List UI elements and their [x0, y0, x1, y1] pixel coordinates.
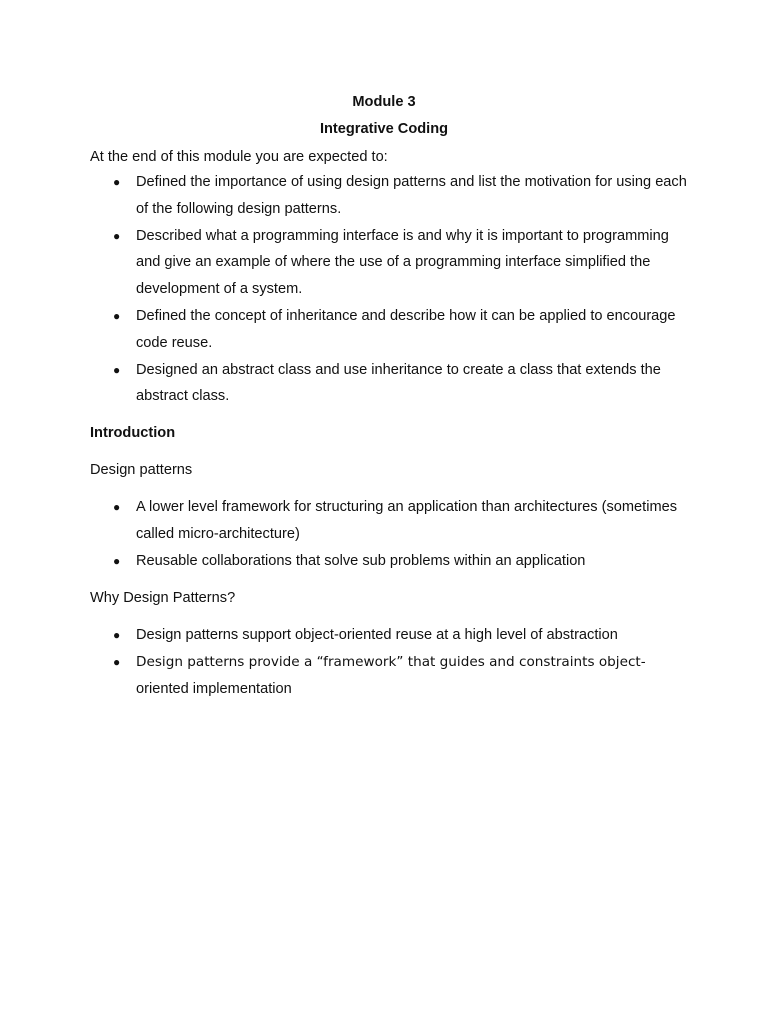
objectives-intro: At the end of this module you are expected to: — [90, 149, 388, 165]
bullet-icon: ● — [113, 228, 121, 243]
list-item — [0, 622, 696, 649]
objective-text: Defined the concept of inheritance and describe how it can be applied to encourage code reuse. — [136, 307, 676, 351]
module-number: Module 3 — [352, 94, 416, 110]
introduction-heading: Introduction — [90, 425, 176, 441]
list-item — [0, 649, 696, 703]
why-text-part2: oriented implementation — [136, 680, 292, 697]
objective-text: Described what a programming interface is and why it is important to programming and give an example of where the use of a programming interface simplified the development of a system. — [136, 227, 669, 298]
bullet-icon: ● — [113, 175, 121, 189]
objective-text: Designed an abstract class and use inheritance to create a class that extends the abstract class. — [136, 361, 661, 405]
bullet-icon: ● — [113, 500, 121, 514]
design-patterns-list — [0, 494, 768, 574]
why-text: Design patterns support object-oriented reuse at a high level of abstraction — [136, 627, 618, 643]
why-list — [0, 622, 768, 702]
design-patterns-heading: Design patterns — [90, 462, 193, 478]
design-pattern-text: Reusable collaborations that solve sub problems within an application — [136, 552, 586, 569]
list-item — [0, 169, 696, 223]
module-title: Integrative Coding — [319, 121, 449, 137]
list-item — [0, 357, 696, 411]
bullet-icon: ● — [113, 308, 121, 323]
list-item — [0, 494, 696, 548]
why-design-patterns-heading: Why Design Patterns? — [90, 590, 236, 606]
list-item — [0, 548, 696, 575]
bullet-icon: ● — [113, 553, 121, 568]
why-text-part1: Design patterns provide a “framework” that guides and constraints object- — [136, 653, 646, 670]
objectives-list — [0, 169, 768, 410]
design-pattern-text: A lower level framework for structuring an application than architectures (sometimes called micro-architecture) — [136, 499, 678, 542]
bullet-icon: ● — [113, 628, 121, 642]
list-item — [0, 223, 696, 303]
bullet-icon: ● — [113, 362, 121, 377]
list-item — [0, 303, 696, 357]
objective-text: Defined the importance of using design patterns and list the motivation for using each of the following design patterns. — [136, 174, 687, 217]
bullet-icon: ● — [113, 654, 121, 669]
